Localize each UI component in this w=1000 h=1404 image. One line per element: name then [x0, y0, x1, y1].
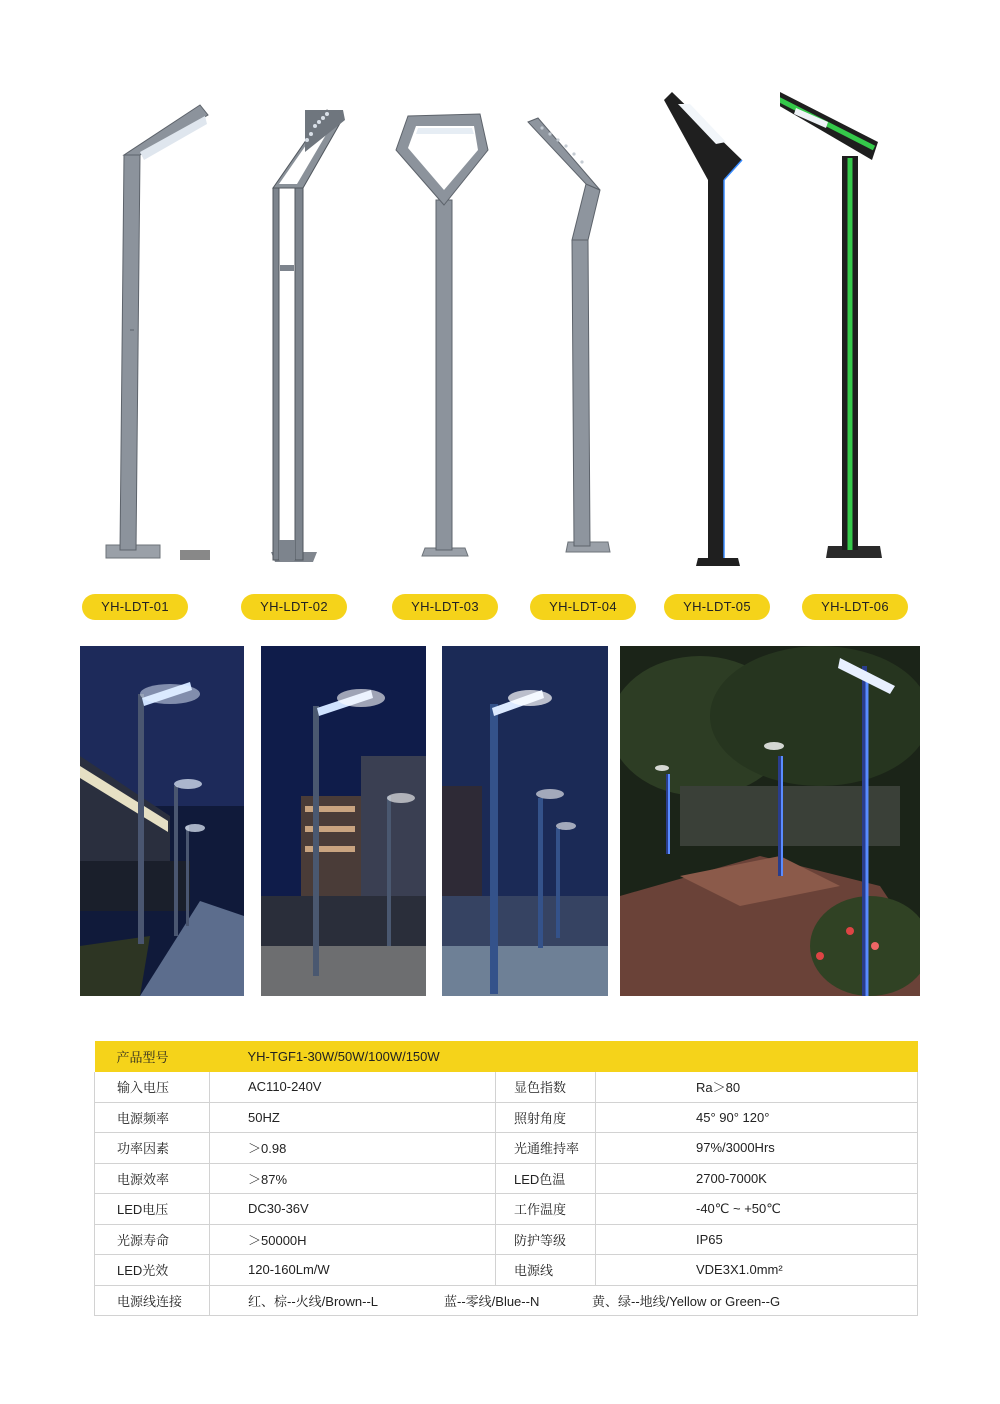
product-yh-ldt-03 — [370, 80, 520, 620]
model-badge: YH-LDT-06 — [802, 594, 908, 620]
spec-label: 光源寿命 — [95, 1224, 210, 1255]
spec-label: 光通维持率 — [496, 1133, 596, 1164]
spec-label: 电源频率 — [95, 1102, 210, 1133]
spec-row — [95, 1224, 918, 1255]
scene-photo-3 — [442, 646, 608, 996]
spec-row — [95, 1194, 918, 1225]
spec-value: AC110-240V — [210, 1072, 496, 1102]
pole-image-02 — [219, 80, 369, 580]
product-yh-ldt-06 — [780, 80, 930, 620]
spec-row — [95, 1255, 918, 1286]
spec-label: LED色温 — [496, 1163, 596, 1194]
model-badge: YH-LDT-05 — [664, 594, 770, 620]
spec-row — [95, 1072, 918, 1102]
scene-photo-1 — [80, 646, 244, 996]
spec-label: 防护等级 — [496, 1224, 596, 1255]
spec-label: LED电压 — [95, 1194, 210, 1225]
spec-label: 功率因素 — [95, 1133, 210, 1164]
spec-label: 显色指数 — [496, 1072, 596, 1102]
pole-image-03 — [370, 80, 520, 580]
spec-label: 电源线 — [496, 1255, 596, 1286]
wiring-ground: 黄、绿--地线/Yellow or Green--G — [592, 1293, 781, 1309]
spec-wiring-row — [95, 1285, 918, 1316]
product-yh-ldt-02 — [219, 80, 369, 620]
wiring-live: 红、棕--火线/Brown--L — [248, 1293, 379, 1309]
wiring-neutral: 蓝--零线/Blue--N — [444, 1293, 540, 1309]
spec-value: VDE3X1.0mm² — [596, 1255, 918, 1286]
spec-table — [94, 1041, 918, 1316]
spec-row — [95, 1133, 918, 1164]
spec-header-value: YH-TGF1-30W/50W/100W/150W — [210, 1041, 918, 1072]
product-yh-ldt-05 — [642, 80, 792, 620]
wiring-values — [210, 1285, 918, 1316]
spec-label: 工作温度 — [496, 1194, 596, 1225]
spec-label: 输入电压 — [95, 1072, 210, 1102]
spec-value: Ra＞80 — [596, 1072, 918, 1102]
spec-value: 120-160Lm/W — [210, 1255, 496, 1286]
spec-label: 电源效率 — [95, 1163, 210, 1194]
model-badge: YH-LDT-02 — [241, 594, 347, 620]
scene-photo-4 — [620, 646, 920, 996]
spec-header-row — [95, 1041, 918, 1072]
model-badge: YH-LDT-04 — [530, 594, 636, 620]
model-badge: YH-LDT-03 — [392, 594, 498, 620]
product-yh-ldt-01 — [60, 80, 210, 620]
spec-row — [95, 1102, 918, 1133]
spec-value: 50HZ — [210, 1102, 496, 1133]
spec-value: 45° 90° 120° — [596, 1102, 918, 1133]
spec-value: DC30-36V — [210, 1194, 496, 1225]
spec-value: ＞0.98 — [210, 1133, 496, 1164]
pole-image-01 — [60, 80, 210, 580]
scene-photo-2 — [261, 646, 426, 996]
spec-value: -40℃ ~ +50℃ — [596, 1194, 918, 1225]
spec-value: ＞50000H — [210, 1224, 496, 1255]
spec-header-label: 产品型号 — [95, 1041, 210, 1072]
model-badge: YH-LDT-01 — [82, 594, 188, 620]
pole-image-04 — [508, 80, 658, 580]
spec-value: 2700-7000K — [596, 1163, 918, 1194]
pole-image-06 — [780, 80, 930, 580]
spec-value: IP65 — [596, 1224, 918, 1255]
pole-image-05 — [642, 80, 792, 580]
spec-value: 97%/3000Hrs — [596, 1133, 918, 1164]
wiring-label: 电源线连接 — [95, 1285, 210, 1316]
spec-row — [95, 1163, 918, 1194]
product-yh-ldt-04 — [508, 80, 658, 620]
spec-label: LED光效 — [95, 1255, 210, 1286]
spec-label: 照射角度 — [496, 1102, 596, 1133]
spec-value: ＞87% — [210, 1163, 496, 1194]
